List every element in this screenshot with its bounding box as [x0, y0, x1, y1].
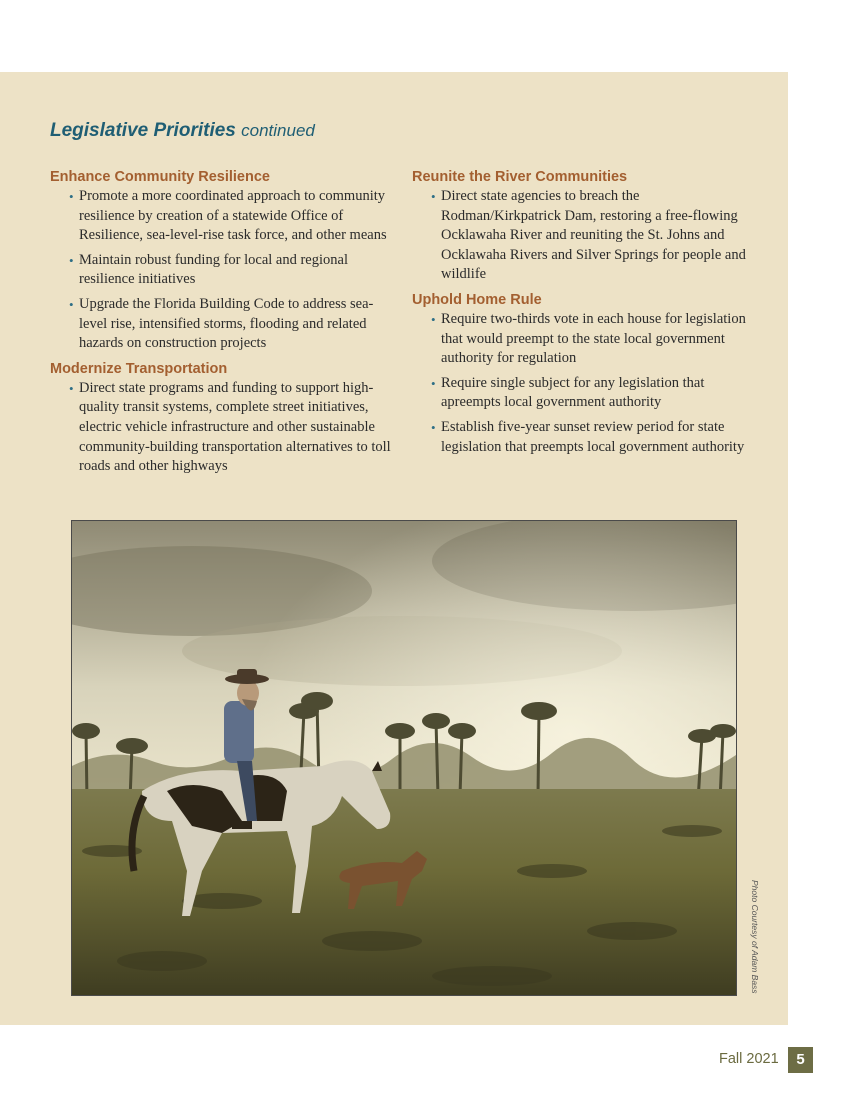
photo-credit: Photo Courtesy of Adam Bass — [750, 880, 760, 994]
bullet-item: • Require two-thirds vote in each house for legislation that would preempt to the state local government authority for regulation — [441, 310, 762, 369]
bullet-list — [50, 187, 400, 354]
section-title: Reunite the River Communities — [412, 169, 628, 185]
bullet-item: • Maintain robust funding for local and regional resilience initiatives — [79, 251, 400, 290]
footer-season: Fall 2021 — [719, 1051, 779, 1067]
photo-illustration — [72, 521, 736, 995]
page-number: 5 — [788, 1047, 813, 1073]
bullet-item: • Promote a more coordinated approach to community resilience by creation of a statewide Office of Resilience, sea-level-rise task force, and other means — [79, 187, 400, 246]
left-column — [50, 166, 400, 482]
bullet-list — [412, 310, 762, 457]
heading-continued: continued — [241, 121, 315, 140]
heading-main: Legislative Priorities — [50, 120, 236, 141]
bullet-item: • Direct state agencies to breach the Rodman/Kirkpatrick Dam, restoring a free-flowing Ocklawaha River and reuniting the St. Johns and Ocklawaha Rivers and Silver Springs for people and wildlife — [441, 187, 762, 285]
bullet-item: • Establish five-year sunset review period for state legislation that preempts local government authority — [441, 418, 762, 457]
page-heading — [50, 120, 315, 142]
bullet-item: • Direct state programs and funding to support high-quality transit systems, complete street initiatives, electric vehicle infrastructure and other sustainable community-building transportation alternatives to toll roads and other highways — [79, 379, 400, 477]
section-title: Modernize Transportation — [50, 360, 228, 377]
bullet-item: • Require single subject for any legislation that apreempts local government authority — [441, 374, 762, 413]
section-title: Uphold Home Rule — [412, 291, 542, 308]
bullet-list — [412, 187, 762, 285]
right-column — [412, 166, 762, 462]
section-title: Enhance Community Resilience — [50, 169, 270, 185]
cowboy-photo — [71, 520, 737, 996]
bullet-list — [50, 379, 400, 477]
bullet-item: • Upgrade the Florida Building Code to address sea-level rise, intensified storms, flooding and related hazards on construction projects — [79, 295, 400, 354]
